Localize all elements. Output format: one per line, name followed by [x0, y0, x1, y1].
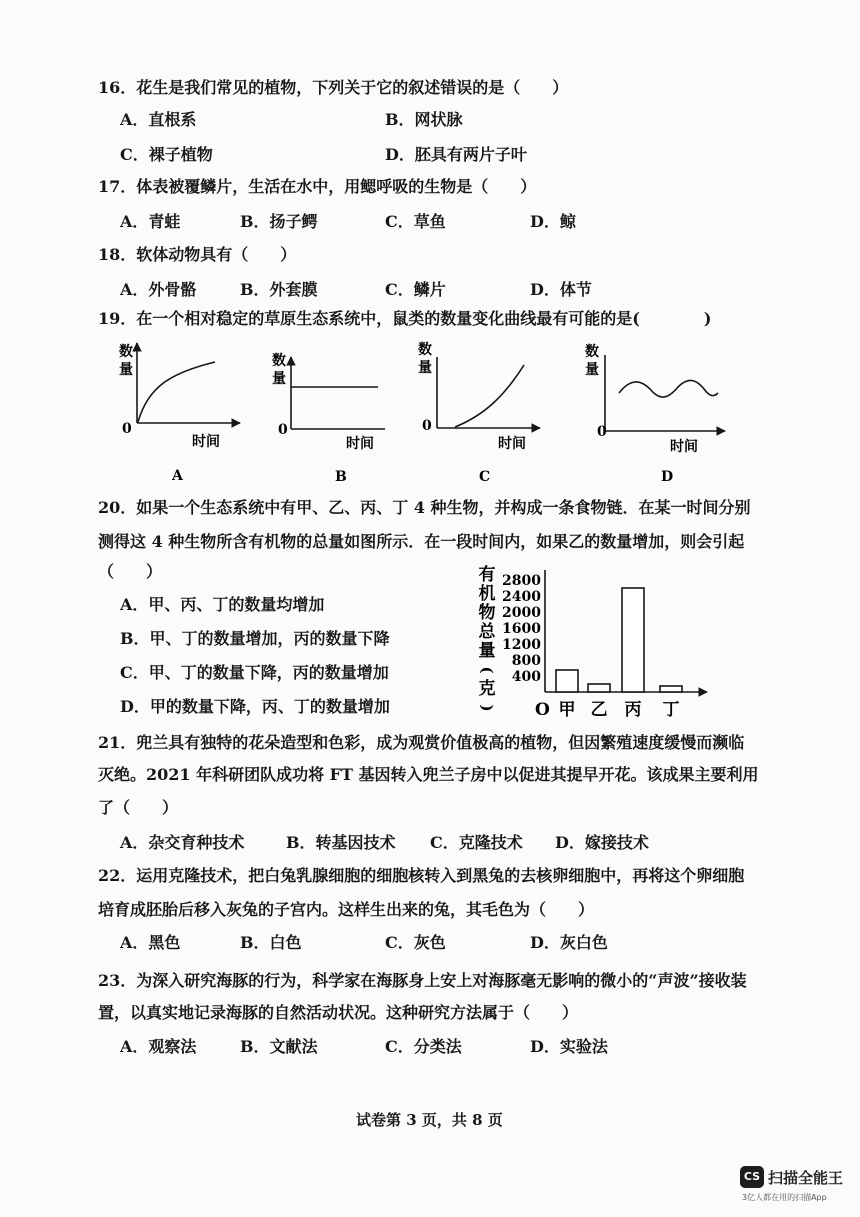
q19-stem: 19．在一个相对稳定的草原生态系统中，鼠类的数量变化曲线最有可能的是( ) — [98, 309, 712, 328]
chart-ylabel-char: 克 — [478, 679, 496, 699]
q21-stem-line-1: 21．兜兰具有独特的花朵造型和色彩，成为观赏价值极高的植物，但因繁殖速度缓慢而濒临 — [98, 733, 745, 752]
chart-ylabel-char: ( — [478, 666, 496, 674]
graph-d-label: D — [661, 469, 674, 485]
q20-stem-line-3: （ ） — [98, 562, 163, 581]
graph-a-label: A — [172, 468, 183, 484]
q21-option-a: A．杂交育种技术 — [120, 833, 245, 852]
camscanner-logo: CS — [740, 1166, 764, 1188]
chart-ytick-2000: 2000 — [502, 605, 541, 621]
q16-option-d: D．胚具有两片子叶 — [385, 145, 527, 164]
chart-bar-2 — [588, 684, 610, 692]
chart-ylabel-char: 机 — [478, 584, 496, 604]
q22-stem-line-1: 22．运用克隆技术，把白兔乳腺细胞的细胞核转入到黑兔的去核卵细胞中，再将这个卵细胞 — [98, 866, 745, 885]
chart-ylabel — [478, 564, 497, 712]
graph-c-xlabel: 时间 — [498, 436, 526, 452]
graph-a — [119, 343, 240, 484]
graph-d-xlabel: 时间 — [670, 439, 698, 455]
q21-option-b: B．转基因技术 — [286, 833, 396, 852]
q21-option-c: C．克隆技术 — [430, 833, 523, 852]
q23-option-c: C．分类法 — [385, 1037, 462, 1056]
chart-bar-4 — [660, 686, 682, 692]
q18-option-a: A．外骨骼 — [120, 280, 197, 299]
chart-ylabel-char: 有 — [478, 565, 496, 585]
graph-d-ylabel-2: 量 — [585, 362, 599, 378]
graph-d-ylabel-1: 数 — [585, 344, 599, 360]
q18-option-c: C．鳞片 — [385, 280, 446, 299]
q16-option-c: C．裸子植物 — [120, 145, 213, 164]
graph-b-label: B — [335, 469, 347, 485]
q17-option-d: D．鲸 — [530, 212, 576, 231]
graph-c-ylabel-2: 量 — [418, 360, 432, 376]
q20-stem-line-2: 测得这 4 种生物所含有机物的总量如图所示．在一段时间内，如果乙的数量增加，则会引起 — [98, 532, 745, 551]
q21-stem-line-2: 灭绝。2021 年科研团队成功将 FT 基因转入兜兰子房中以促进其提早开花。该成果主要利用 — [98, 765, 759, 784]
q19-graphs — [100, 335, 740, 490]
chart-ytick-1600: 1600 — [502, 621, 541, 637]
graph-d-origin: 0 — [597, 424, 607, 440]
chart-bar-1 — [556, 670, 578, 692]
q22-option-a: A．黑色 — [120, 933, 181, 952]
chart-bar-3 — [622, 588, 644, 692]
graph-b-xlabel: 时间 — [346, 436, 374, 452]
camscanner-name: 扫描全能王 — [768, 1169, 844, 1187]
q20-option-d: D．甲的数量下降，丙、丁的数量增加 — [120, 697, 390, 716]
chart-ylabel-char: 物 — [478, 603, 496, 623]
q20-option-b: B．甲、丁的数量增加，丙的数量下降 — [120, 629, 390, 648]
q22-option-d: D．灰白色 — [530, 933, 608, 952]
graph-a-curve — [138, 362, 215, 422]
q16-option-b: B．网状脉 — [385, 110, 463, 129]
graph-a-xlabel: 时间 — [192, 434, 220, 450]
graph-c-curve — [455, 365, 524, 427]
q23-option-d: D．实验法 — [530, 1037, 608, 1056]
q22-stem-line-2: 培育成胚胎后移入灰兔的子宫内。这样生出来的兔，其毛色为（ ） — [98, 900, 595, 919]
q16-option-a: A．直根系 — [120, 110, 197, 129]
graph-b-origin: 0 — [278, 422, 288, 438]
q20-option-c: C．甲、丁的数量下降，丙的数量增加 — [120, 663, 389, 682]
q22-option-b: B．白色 — [240, 933, 302, 952]
chart-ytick-2800: 2800 — [502, 573, 541, 589]
q22-option-c: C．灰色 — [385, 933, 446, 952]
q18-option-d: D．体节 — [530, 280, 592, 299]
graph-a-ylabel-1: 数 — [119, 344, 133, 360]
chart-ylabel-char: ) — [478, 704, 496, 712]
q23-option-b: B．文献法 — [240, 1037, 318, 1056]
graph-c-label: C — [479, 469, 491, 485]
q17-stem: 17．体表被覆鳞片，生活在水中，用鳃呼吸的生物是（ ） — [98, 177, 537, 196]
chart-category-1: 甲 — [558, 700, 576, 720]
q23-stem-line-1: 23．为深入研究海豚的行为，科学家在海豚身上安上对海豚毫无影响的微小的“声波”接收装 — [98, 971, 747, 990]
q21-option-d: D．嫁接技术 — [555, 833, 649, 852]
q17-option-c: C．草鱼 — [385, 212, 446, 231]
q21-stem-line-3: 了（ ） — [98, 798, 179, 817]
q18-option-b: B．外套膜 — [240, 280, 318, 299]
graph-a-origin: 0 — [122, 421, 132, 437]
q20-stem-line-1: 20．如果一个生态系统中有甲、乙、丙、丁 4 种生物，并构成一条食物链．在某一时间分别 — [98, 498, 751, 517]
chart-ylabel-char: 量 — [478, 641, 496, 661]
q17-option-b: B．扬子鳄 — [240, 212, 318, 231]
q20-option-a: A．甲、丙、丁的数量均增加 — [120, 595, 325, 614]
chart-ylabel-char: 总 — [478, 622, 496, 642]
chart-category-4: 丁 — [662, 700, 680, 720]
graph-b — [272, 352, 385, 485]
chart-category-2: 乙 — [590, 700, 608, 720]
chart-ytick-800: 800 — [511, 653, 541, 669]
chart-origin: O — [535, 700, 550, 720]
graph-a-ylabel-2: 量 — [119, 362, 133, 378]
graph-d-curve — [619, 380, 718, 397]
chart-category-3: 丙 — [624, 700, 642, 720]
graph-c-ylabel-1: 数 — [418, 342, 432, 358]
graph-c — [418, 341, 540, 485]
graph-c-origin: 0 — [422, 418, 432, 434]
q20-bar-chart — [465, 562, 725, 722]
chart-ytick-400: 400 — [511, 669, 541, 685]
q17-option-a: A．青蛙 — [120, 212, 181, 231]
chart-ytick-2400: 2400 — [502, 589, 541, 605]
camscanner-tagline: 3亿人都在用的扫描App — [742, 1193, 827, 1202]
graph-d — [585, 343, 725, 485]
graph-b-ylabel-1: 数 — [272, 353, 286, 369]
q23-stem-line-2: 置，以真实地记录海豚的自然活动状况。这种研究方法属于（ ） — [98, 1003, 579, 1022]
q18-stem: 18．软体动物具有（ ） — [98, 245, 297, 264]
chart-ytick-1200: 1200 — [502, 637, 541, 653]
graph-b-ylabel-2: 量 — [272, 371, 286, 387]
q16-stem: 16．花生是我们常见的植物，下列关于它的叙述错误的是（ ） — [98, 78, 569, 97]
page-footer: 试卷第 3 页，共 8 页 — [356, 1111, 503, 1129]
q23-option-a: A．观察法 — [120, 1037, 197, 1056]
